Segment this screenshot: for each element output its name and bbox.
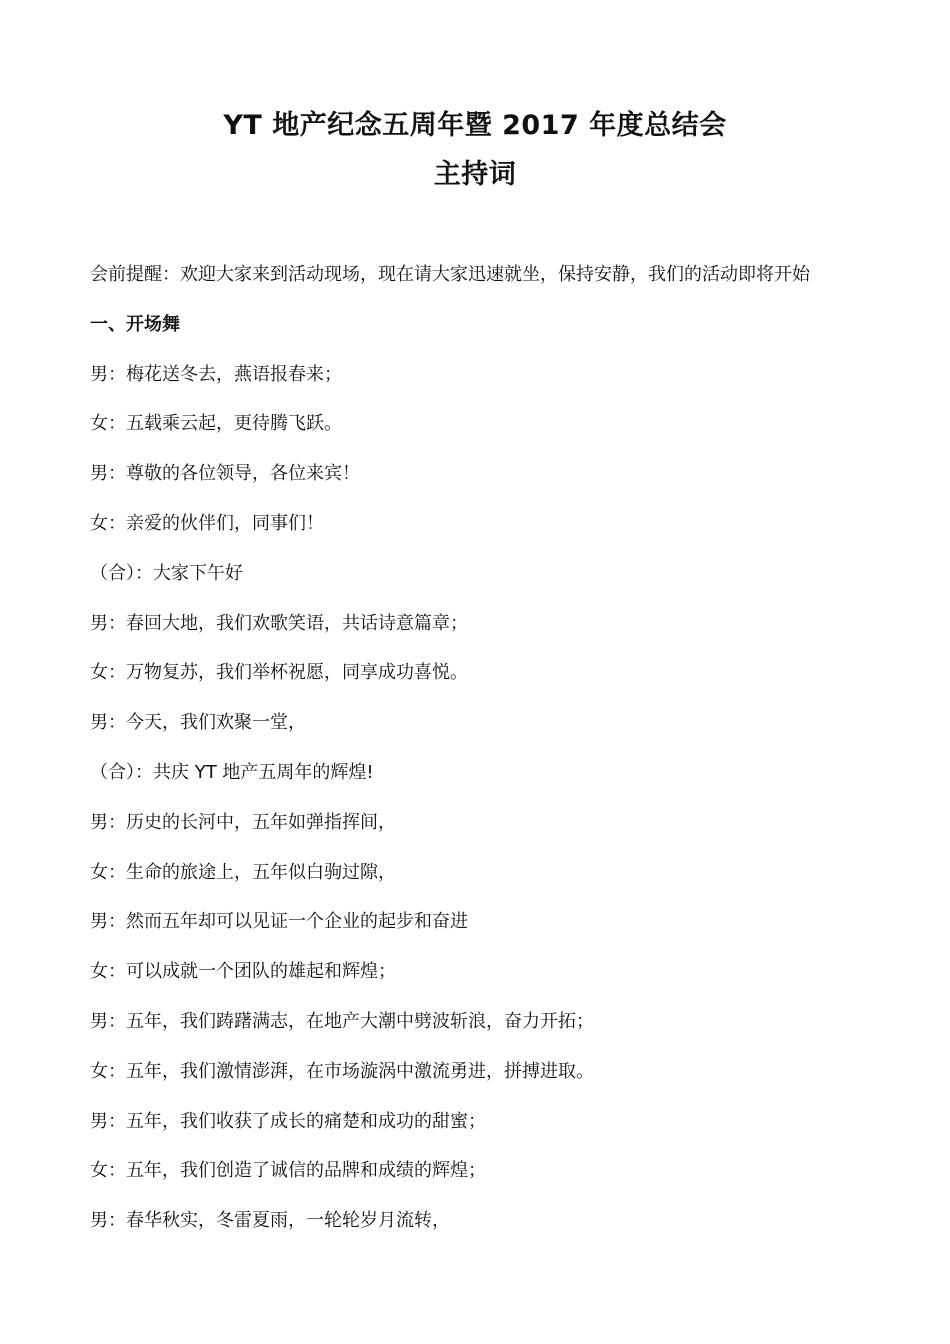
script-line: 男：春华秋实，冬雷夏雨，一轮轮岁月流转， [90, 1210, 450, 1232]
script-line: 男：然而五年却可以见证一个企业的起步和奋进 [90, 911, 468, 933]
script-line: 会前提醒：欢迎大家来到活动现场，现在请大家迅速就坐，保持安静，我们的活动即将开始 [90, 264, 810, 285]
script-line: 女：可以成就一个团队的雄起和辉煌； [90, 961, 396, 983]
script-line: 男：今天，我们欢聚一堂， [90, 712, 306, 734]
script-line: 男：梅花送冬去，燕语报春来； [90, 363, 342, 385]
script-line: 男：五年，我们收获了成长的痛楚和成功的甜蜜； [90, 1110, 486, 1132]
document-body [90, 258, 890, 1254]
script-line: 男：春回大地，我们欢歌笑语，共话诗意篇章； [90, 612, 468, 634]
document-title: YT 地产纪念五周年暨 2017 年度总结会 [223, 110, 727, 141]
script-line: （合）：共庆 YT 地产五周年的辉煌! [90, 761, 374, 783]
script-line: 男：历史的长河中，五年如弹指挥间， [90, 811, 396, 833]
script-line: 女：万物复苏，我们举杯祝愿，同享成功喜悦。 [90, 662, 468, 684]
section-heading: 一、开场舞 [90, 313, 180, 335]
script-line: 女：五年，我们创造了诚信的品牌和成绩的辉煌； [90, 1160, 486, 1182]
script-line: 女：五载乘云起，更待腾飞跃。 [90, 413, 342, 435]
script-line: 男：尊敬的各位领导，各位来宾！ [90, 463, 360, 485]
document-subtitle: 主持词 [433, 159, 517, 190]
script-line: （合）：大家下午好 [90, 562, 243, 584]
script-line: 女：五年，我们激情澎湃，在市场漩涡中激流勇进，拼搏进取。 [90, 1060, 594, 1082]
script-line: 男：五年，我们踌躇满志，在地产大潮中劈波斩浪，奋力开拓； [90, 1010, 594, 1032]
script-line: 女：亲爱的伙伴们，同事们！ [90, 512, 324, 534]
script-line: 女：生命的旅途上，五年似白驹过隙， [90, 861, 396, 883]
